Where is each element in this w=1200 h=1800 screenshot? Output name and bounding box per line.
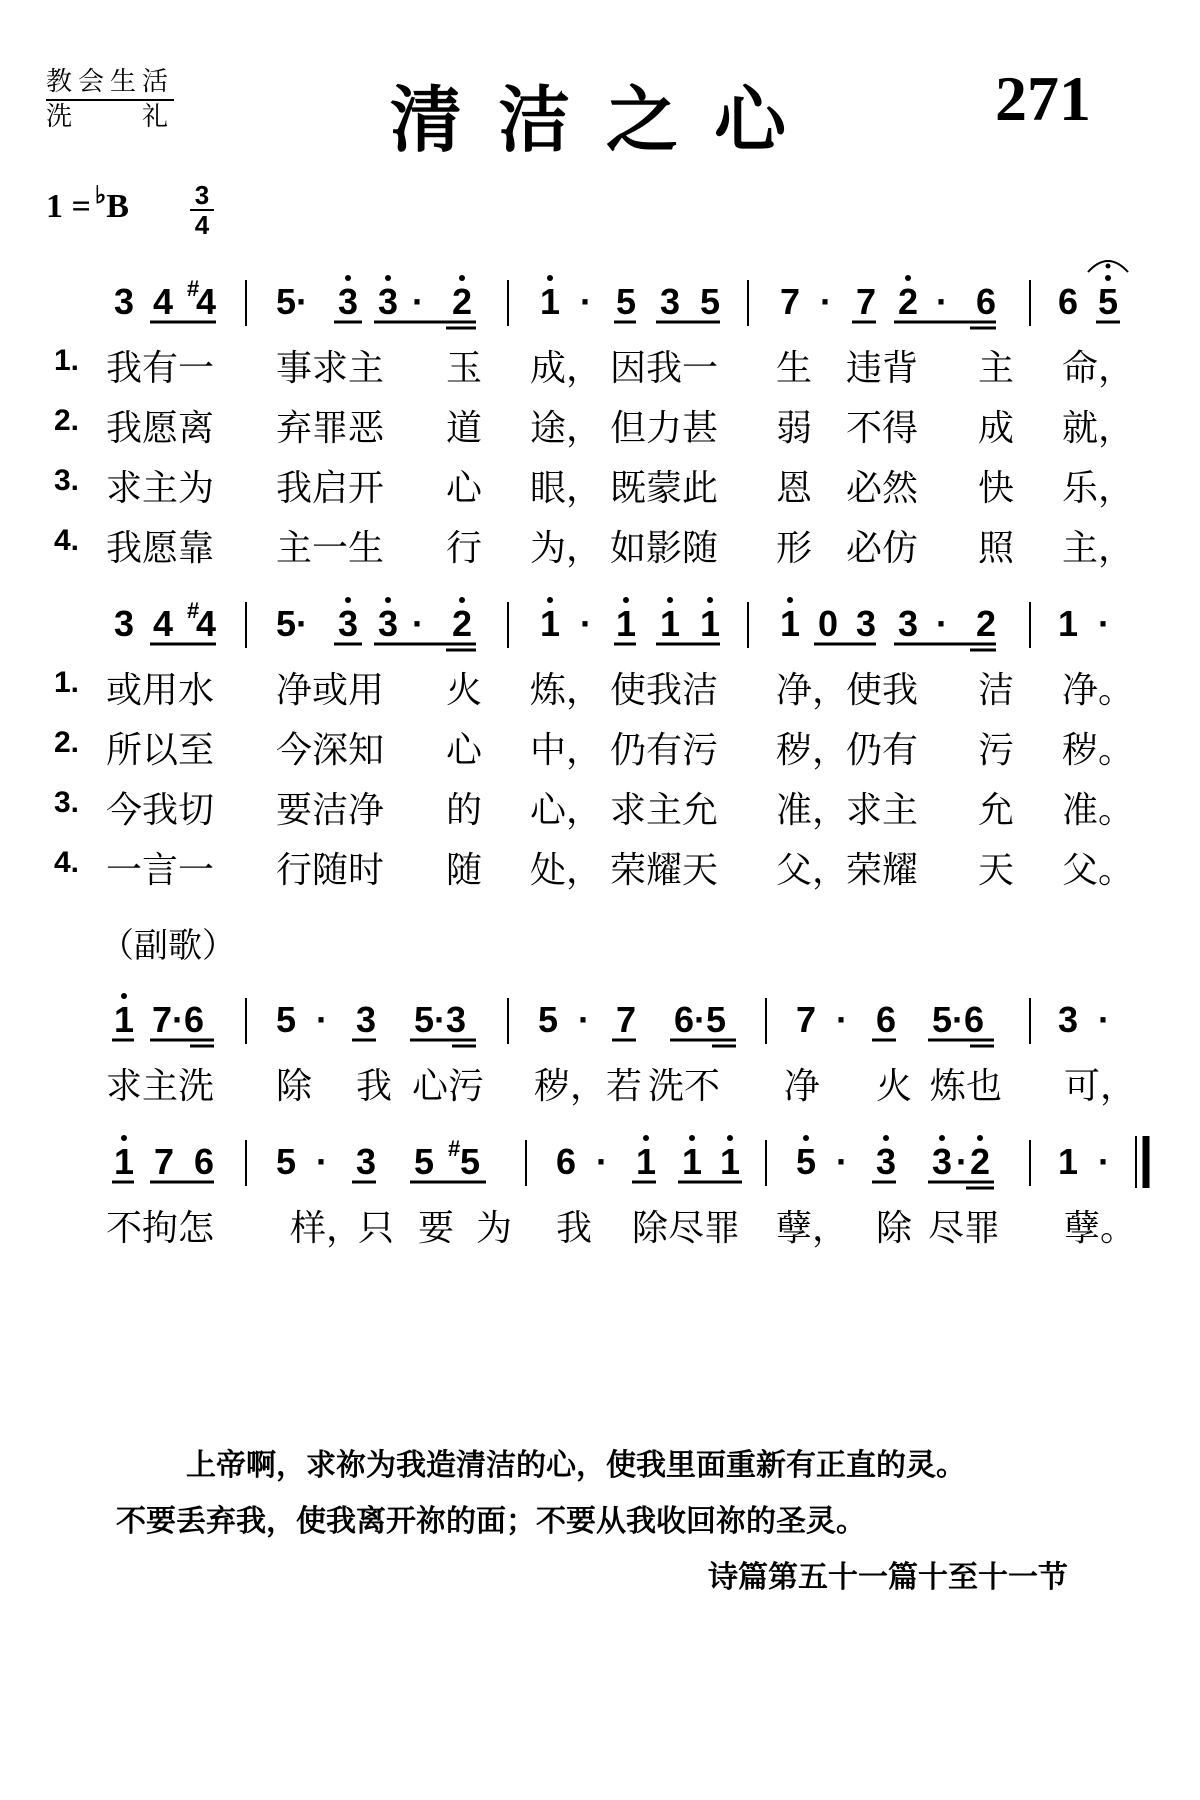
note: 3 bbox=[898, 603, 919, 644]
lyric-segment: 荣耀天 bbox=[610, 850, 719, 891]
note: 3 bbox=[338, 603, 359, 644]
chorus-lyric-segment: 可， bbox=[1064, 1066, 1137, 1107]
lyric-segment: 污 bbox=[978, 730, 1015, 771]
lyric-segment: 乐， bbox=[1062, 468, 1135, 509]
lyric-segment: 一言一 bbox=[106, 850, 215, 891]
note: 3 bbox=[856, 603, 877, 644]
lyric-segment: 使我洁 bbox=[610, 670, 719, 711]
lyric-segment: 我愿离 bbox=[106, 408, 215, 449]
note: 1 bbox=[780, 603, 801, 644]
notation-system-1 bbox=[114, 261, 1128, 328]
note: 1 bbox=[1058, 1141, 1079, 1182]
chorus-lyric-segment: 求主洗 bbox=[106, 1066, 215, 1107]
note: · bbox=[1098, 1141, 1110, 1182]
note: 6 bbox=[1058, 281, 1079, 322]
note: 2 bbox=[452, 603, 473, 644]
lyric-segment: 违背 bbox=[846, 348, 919, 389]
note: 2 bbox=[452, 281, 473, 322]
chorus-lyric-segment: 除尽罪 bbox=[632, 1208, 741, 1249]
lyric-segment: 因我一 bbox=[610, 348, 719, 389]
lyric-segment: 准。 bbox=[1062, 790, 1135, 831]
lyric-segment: 父。 bbox=[1062, 850, 1135, 891]
chorus-label: （副歌） bbox=[100, 926, 236, 966]
chorus-lyric-segment: 我 bbox=[356, 1066, 393, 1107]
lyric-segment: 眼， bbox=[530, 468, 603, 509]
note: 5·6 bbox=[932, 999, 985, 1040]
lyric-segment: 所以至 bbox=[106, 730, 215, 771]
sharp-icon: # bbox=[187, 276, 200, 301]
chorus-lyric-segment: 净 bbox=[784, 1066, 821, 1107]
lyric-segment: 今我切 bbox=[106, 790, 215, 831]
lyric-segment: 形 bbox=[776, 528, 813, 569]
note: 4 bbox=[153, 603, 174, 644]
lyric-segment: 净， bbox=[776, 670, 849, 711]
hymn-title: 清洁之心 bbox=[390, 77, 823, 162]
verse-number: 3. bbox=[54, 786, 80, 819]
lyric-segment: 求主允 bbox=[610, 790, 719, 831]
note: 4 bbox=[196, 603, 217, 644]
note: 5 bbox=[414, 1141, 435, 1182]
note: · bbox=[836, 999, 848, 1040]
lyric-segment: 弃罪恶 bbox=[276, 408, 385, 449]
lyric-segment: 必仿 bbox=[846, 528, 919, 569]
chorus-lyric-segment: 洗不 bbox=[648, 1066, 721, 1107]
note: 3 bbox=[660, 281, 681, 322]
high-dot bbox=[345, 275, 351, 281]
sharp-icon: # bbox=[448, 1136, 461, 1161]
lyric-segment: 快 bbox=[978, 468, 1015, 509]
chorus-lyric-segment: 孽， bbox=[776, 1208, 849, 1249]
note: 5 bbox=[538, 999, 559, 1040]
note: 5· bbox=[276, 281, 309, 322]
note: 3 bbox=[378, 603, 399, 644]
note: 1 bbox=[1058, 603, 1079, 644]
chorus-lyric-segment: 心污 bbox=[412, 1066, 485, 1107]
chorus-lyric-segment: 我 bbox=[556, 1208, 593, 1249]
lyric-segment: 我有一 bbox=[106, 348, 215, 389]
note: 6 bbox=[976, 281, 997, 322]
note: 3 bbox=[1058, 999, 1079, 1040]
lyric-segment: 父， bbox=[776, 850, 849, 891]
lyric-segment: 行随时 bbox=[276, 850, 385, 891]
note: 5·3 bbox=[414, 999, 467, 1040]
note: 3 bbox=[114, 281, 135, 322]
lyric-segment: 恩 bbox=[776, 468, 813, 509]
lyric-segment: 我愿靠 bbox=[106, 528, 215, 569]
note: · bbox=[412, 603, 424, 644]
note: 3 bbox=[356, 1141, 377, 1182]
notation-system-3 bbox=[112, 993, 1110, 1046]
chorus-lyric-segment: 除 bbox=[276, 1066, 313, 1107]
scripture-line-2: 不要丢弃我，使我离开祢的面；不要从我收回祢的圣灵。 bbox=[116, 1504, 866, 1539]
lyric-segment: 的 bbox=[446, 790, 483, 831]
lyric-segment: 不得 bbox=[846, 408, 919, 449]
chorus-lyric-segment: 除 bbox=[876, 1208, 913, 1249]
lyric-segment: 必然 bbox=[846, 468, 919, 509]
note: · bbox=[578, 999, 590, 1040]
note: 1 bbox=[540, 281, 561, 322]
note: · bbox=[956, 1141, 968, 1182]
lyric-segment: 净或用 bbox=[276, 670, 385, 711]
lyric-segment: 心 bbox=[446, 730, 483, 771]
lyric-segment: 天 bbox=[978, 850, 1015, 891]
note: · bbox=[820, 281, 832, 322]
note: 0 bbox=[818, 603, 839, 644]
note: 3 bbox=[378, 281, 399, 322]
chorus-lyric-segment: 尽罪 bbox=[928, 1208, 1001, 1249]
hymn-number: 271 bbox=[995, 63, 1091, 134]
lyric-segment: 生 bbox=[776, 348, 813, 389]
note: · bbox=[580, 281, 592, 322]
lyric-segment: 火 bbox=[446, 670, 483, 711]
notation-system-4 bbox=[112, 1135, 1146, 1188]
lyric-segment: 命， bbox=[1062, 348, 1135, 389]
time-sig-bottom: 4 bbox=[194, 210, 210, 240]
sharp-icon: # bbox=[187, 598, 200, 623]
lyric-segment: 今深知 bbox=[276, 730, 385, 771]
note: · bbox=[836, 1141, 848, 1182]
note: · bbox=[1098, 603, 1110, 644]
note: 4 bbox=[196, 281, 217, 322]
verse-number: 1. bbox=[54, 666, 80, 699]
note: · bbox=[316, 999, 328, 1040]
note: 1 bbox=[700, 603, 721, 644]
note: 6 bbox=[556, 1141, 577, 1182]
lyric-segment: 主一生 bbox=[276, 528, 385, 569]
lyric-segment: 弱 bbox=[776, 408, 813, 449]
note: 3 bbox=[114, 603, 135, 644]
lyric-segment: 要洁净 bbox=[276, 790, 385, 831]
lyric-segment: 求主为 bbox=[106, 468, 215, 509]
verse-number: 2. bbox=[54, 404, 80, 437]
note: · bbox=[936, 603, 948, 644]
note: 6·5 bbox=[674, 999, 727, 1040]
lyric-segment: 或用水 bbox=[106, 670, 215, 711]
lyric-segment: 中， bbox=[530, 730, 603, 771]
lyric-segment: 为， bbox=[530, 528, 603, 569]
chorus-lyric-segment: 只 bbox=[358, 1208, 395, 1249]
lyric-segment: 秽。 bbox=[1062, 730, 1135, 771]
note: 4 bbox=[153, 281, 174, 322]
note: 3 bbox=[932, 1141, 953, 1182]
lyric-segment: 我启开 bbox=[276, 468, 385, 509]
lyric-segment: 既蒙此 bbox=[610, 468, 719, 509]
note: 7 bbox=[796, 999, 817, 1040]
verse-number: 4. bbox=[54, 524, 80, 557]
flat-icon: ♭ bbox=[94, 183, 107, 209]
chorus-lyric-segment: 不拘怎 bbox=[106, 1208, 215, 1249]
note: 1 bbox=[636, 1141, 657, 1182]
scripture-reference: 诗篇第五十一篇十至十一节 bbox=[708, 1560, 1068, 1595]
note: 5· bbox=[276, 603, 309, 644]
lyric-segment: 道 bbox=[446, 408, 483, 449]
lyric-segment: 荣耀 bbox=[846, 850, 919, 891]
note: 5 bbox=[796, 1141, 817, 1182]
note: 1 bbox=[682, 1141, 703, 1182]
category-line-2: 洗 礼 bbox=[46, 102, 175, 132]
lyric-segment: 照 bbox=[978, 528, 1015, 569]
high-dot bbox=[385, 275, 391, 281]
lyric-segment: 秽， bbox=[776, 730, 849, 771]
note: 1 bbox=[114, 999, 135, 1040]
note: 3 bbox=[876, 1141, 897, 1182]
note: 7 bbox=[154, 1141, 175, 1182]
note: 7·6 bbox=[152, 999, 205, 1040]
key-prefix: 1 = bbox=[46, 188, 91, 225]
note: 3 bbox=[356, 999, 377, 1040]
lyric-segment: 行 bbox=[446, 528, 483, 569]
lyric-segment: 玉 bbox=[446, 348, 483, 389]
note: 1 bbox=[616, 603, 637, 644]
chorus-lyric-segment: 若 bbox=[606, 1066, 643, 1107]
lyric-segment: 成， bbox=[530, 348, 603, 389]
lyric-segment: 使我 bbox=[846, 670, 919, 711]
lyric-segment: 途， bbox=[530, 408, 603, 449]
note: · bbox=[316, 1141, 328, 1182]
chorus-lyric-segment: 秽， bbox=[534, 1066, 607, 1107]
lyric-segment: 洁 bbox=[978, 670, 1015, 711]
lyric-segment: 炼， bbox=[530, 670, 603, 711]
note: 5 bbox=[616, 281, 637, 322]
category-line-1: 教会生活 bbox=[46, 66, 174, 101]
note: 7 bbox=[616, 999, 637, 1040]
lyric-segment: 就， bbox=[1062, 408, 1135, 449]
note: · bbox=[580, 603, 592, 644]
note: 5 bbox=[276, 1141, 297, 1182]
note: 1 bbox=[114, 1141, 135, 1182]
scripture-line-1: 上帝啊，求祢为我造清洁的心，使我里面重新有正直的灵。 bbox=[186, 1448, 966, 1483]
lyric-segment: 心 bbox=[446, 468, 483, 509]
chorus-lyric-segment: 样， bbox=[290, 1208, 363, 1249]
lyric-segment: 如影随 bbox=[610, 528, 719, 569]
lyric-segment: 仍有 bbox=[846, 730, 919, 771]
note: 1 bbox=[540, 603, 561, 644]
chorus-lyric-segment: 为 bbox=[476, 1208, 513, 1249]
lyric-segment: 事求主 bbox=[276, 348, 385, 389]
note: 1 bbox=[720, 1141, 741, 1182]
time-sig-top: 3 bbox=[194, 180, 210, 210]
note: 7 bbox=[780, 281, 801, 322]
lyric-segment: 允 bbox=[978, 790, 1015, 831]
chorus-lyric-segment: 火 bbox=[876, 1066, 913, 1107]
lyric-segment: 仍有污 bbox=[610, 730, 719, 771]
verse-number: 3. bbox=[54, 464, 80, 497]
lyric-segment: 准， bbox=[776, 790, 849, 831]
note: 6 bbox=[876, 999, 897, 1040]
note: 7 bbox=[856, 281, 877, 322]
lyric-segment: 处， bbox=[530, 850, 603, 891]
key-note: B bbox=[106, 188, 129, 225]
verse-number: 2. bbox=[54, 726, 80, 759]
lyric-segment: 成 bbox=[978, 408, 1015, 449]
note: · bbox=[936, 281, 948, 322]
note: 2 bbox=[898, 281, 919, 322]
note: 2 bbox=[970, 1141, 991, 1182]
chorus-lyric-segment: 孽。 bbox=[1064, 1208, 1137, 1249]
notation-system-2 bbox=[114, 597, 1110, 650]
verse-number: 4. bbox=[54, 846, 80, 879]
note: · bbox=[596, 1141, 608, 1182]
note: 2 bbox=[976, 603, 997, 644]
chorus-lyric-segment: 要 bbox=[418, 1208, 455, 1249]
chorus-lyric-segment: 炼也 bbox=[930, 1066, 1003, 1107]
note: 3 bbox=[338, 281, 359, 322]
note: 5 bbox=[700, 281, 721, 322]
note: · bbox=[412, 281, 424, 322]
lyric-segment: 心， bbox=[530, 790, 603, 831]
note: 5 bbox=[1098, 281, 1119, 322]
note: 1 bbox=[660, 603, 681, 644]
note: · bbox=[1098, 999, 1110, 1040]
high-dot bbox=[459, 275, 465, 281]
verse-number: 1. bbox=[54, 344, 80, 377]
lyric-segment: 求主 bbox=[846, 790, 919, 831]
note: 5 bbox=[460, 1141, 481, 1182]
lyric-segment: 主 bbox=[978, 348, 1015, 389]
lyric-segment: 净。 bbox=[1062, 670, 1135, 711]
note: 5 bbox=[276, 999, 297, 1040]
note: 6 bbox=[194, 1141, 215, 1182]
lyric-segment: 主， bbox=[1062, 528, 1135, 569]
lyric-segment: 但力甚 bbox=[610, 408, 719, 449]
lyric-segment: 随 bbox=[446, 850, 483, 891]
